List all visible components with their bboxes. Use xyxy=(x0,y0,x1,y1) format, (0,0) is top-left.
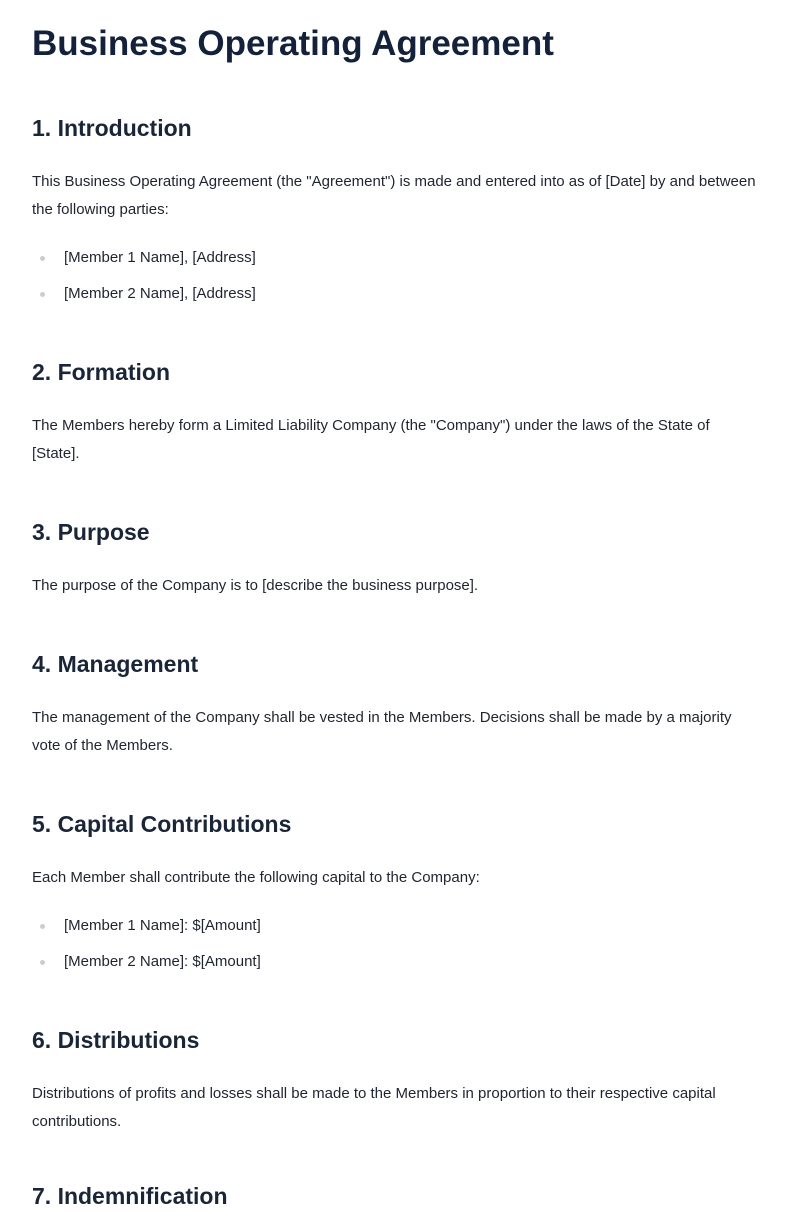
section-heading-purpose: 3. Purpose xyxy=(32,519,150,545)
parties-list xyxy=(32,244,256,316)
section-heading-management: 4. Management xyxy=(32,651,199,677)
section-heading-formation: 2. Formation xyxy=(32,359,171,385)
contributions-list xyxy=(32,912,261,984)
section-paragraph-management: The management of the Company shall be vested in the Members. Decisions shall be made by a majority vote of the Members. xyxy=(32,709,732,754)
section-paragraph-capital-contributions: Each Member shall contribute the following capital to the Company: xyxy=(32,869,480,886)
section-paragraph-distributions: Distributions of profits and losses shall be made to the Members in proportion to their respective capital contributions. xyxy=(32,1085,716,1130)
section-paragraph-purpose: The purpose of the Company is to [describe the business purpose]. xyxy=(32,577,479,594)
section-heading-indemnification: 7. Indemnification xyxy=(32,1183,228,1209)
list-item-text: [Member 2 Name]: $[Amount] xyxy=(64,953,261,970)
list-item-text: [Member 2 Name], [Address] xyxy=(64,285,256,302)
list-item xyxy=(32,948,261,984)
list-item xyxy=(32,912,261,948)
list-item-text: [Member 1 Name], [Address] xyxy=(64,249,256,266)
list-item-text: [Member 1 Name]: $[Amount] xyxy=(64,917,261,934)
list-item xyxy=(32,280,256,316)
list-item xyxy=(32,244,256,280)
bullet-icon xyxy=(40,292,45,297)
section-heading-introduction: 1. Introduction xyxy=(32,115,192,141)
section-heading-distributions: 6. Distributions xyxy=(32,1027,200,1053)
bullet-icon xyxy=(40,924,45,929)
document-title: Business Operating Agreement xyxy=(32,24,554,63)
section-paragraph-formation: The Members hereby form a Limited Liability Company (the "Company") under the laws of the State of [State]. xyxy=(32,417,710,462)
section-paragraph-introduction: This Business Operating Agreement (the "Agreement") is made and entered into as of [Date] by and between the following parties: xyxy=(32,173,756,218)
bullet-icon xyxy=(40,960,45,965)
section-heading-capital-contributions: 5. Capital Contributions xyxy=(32,811,292,837)
bullet-icon xyxy=(40,256,45,261)
